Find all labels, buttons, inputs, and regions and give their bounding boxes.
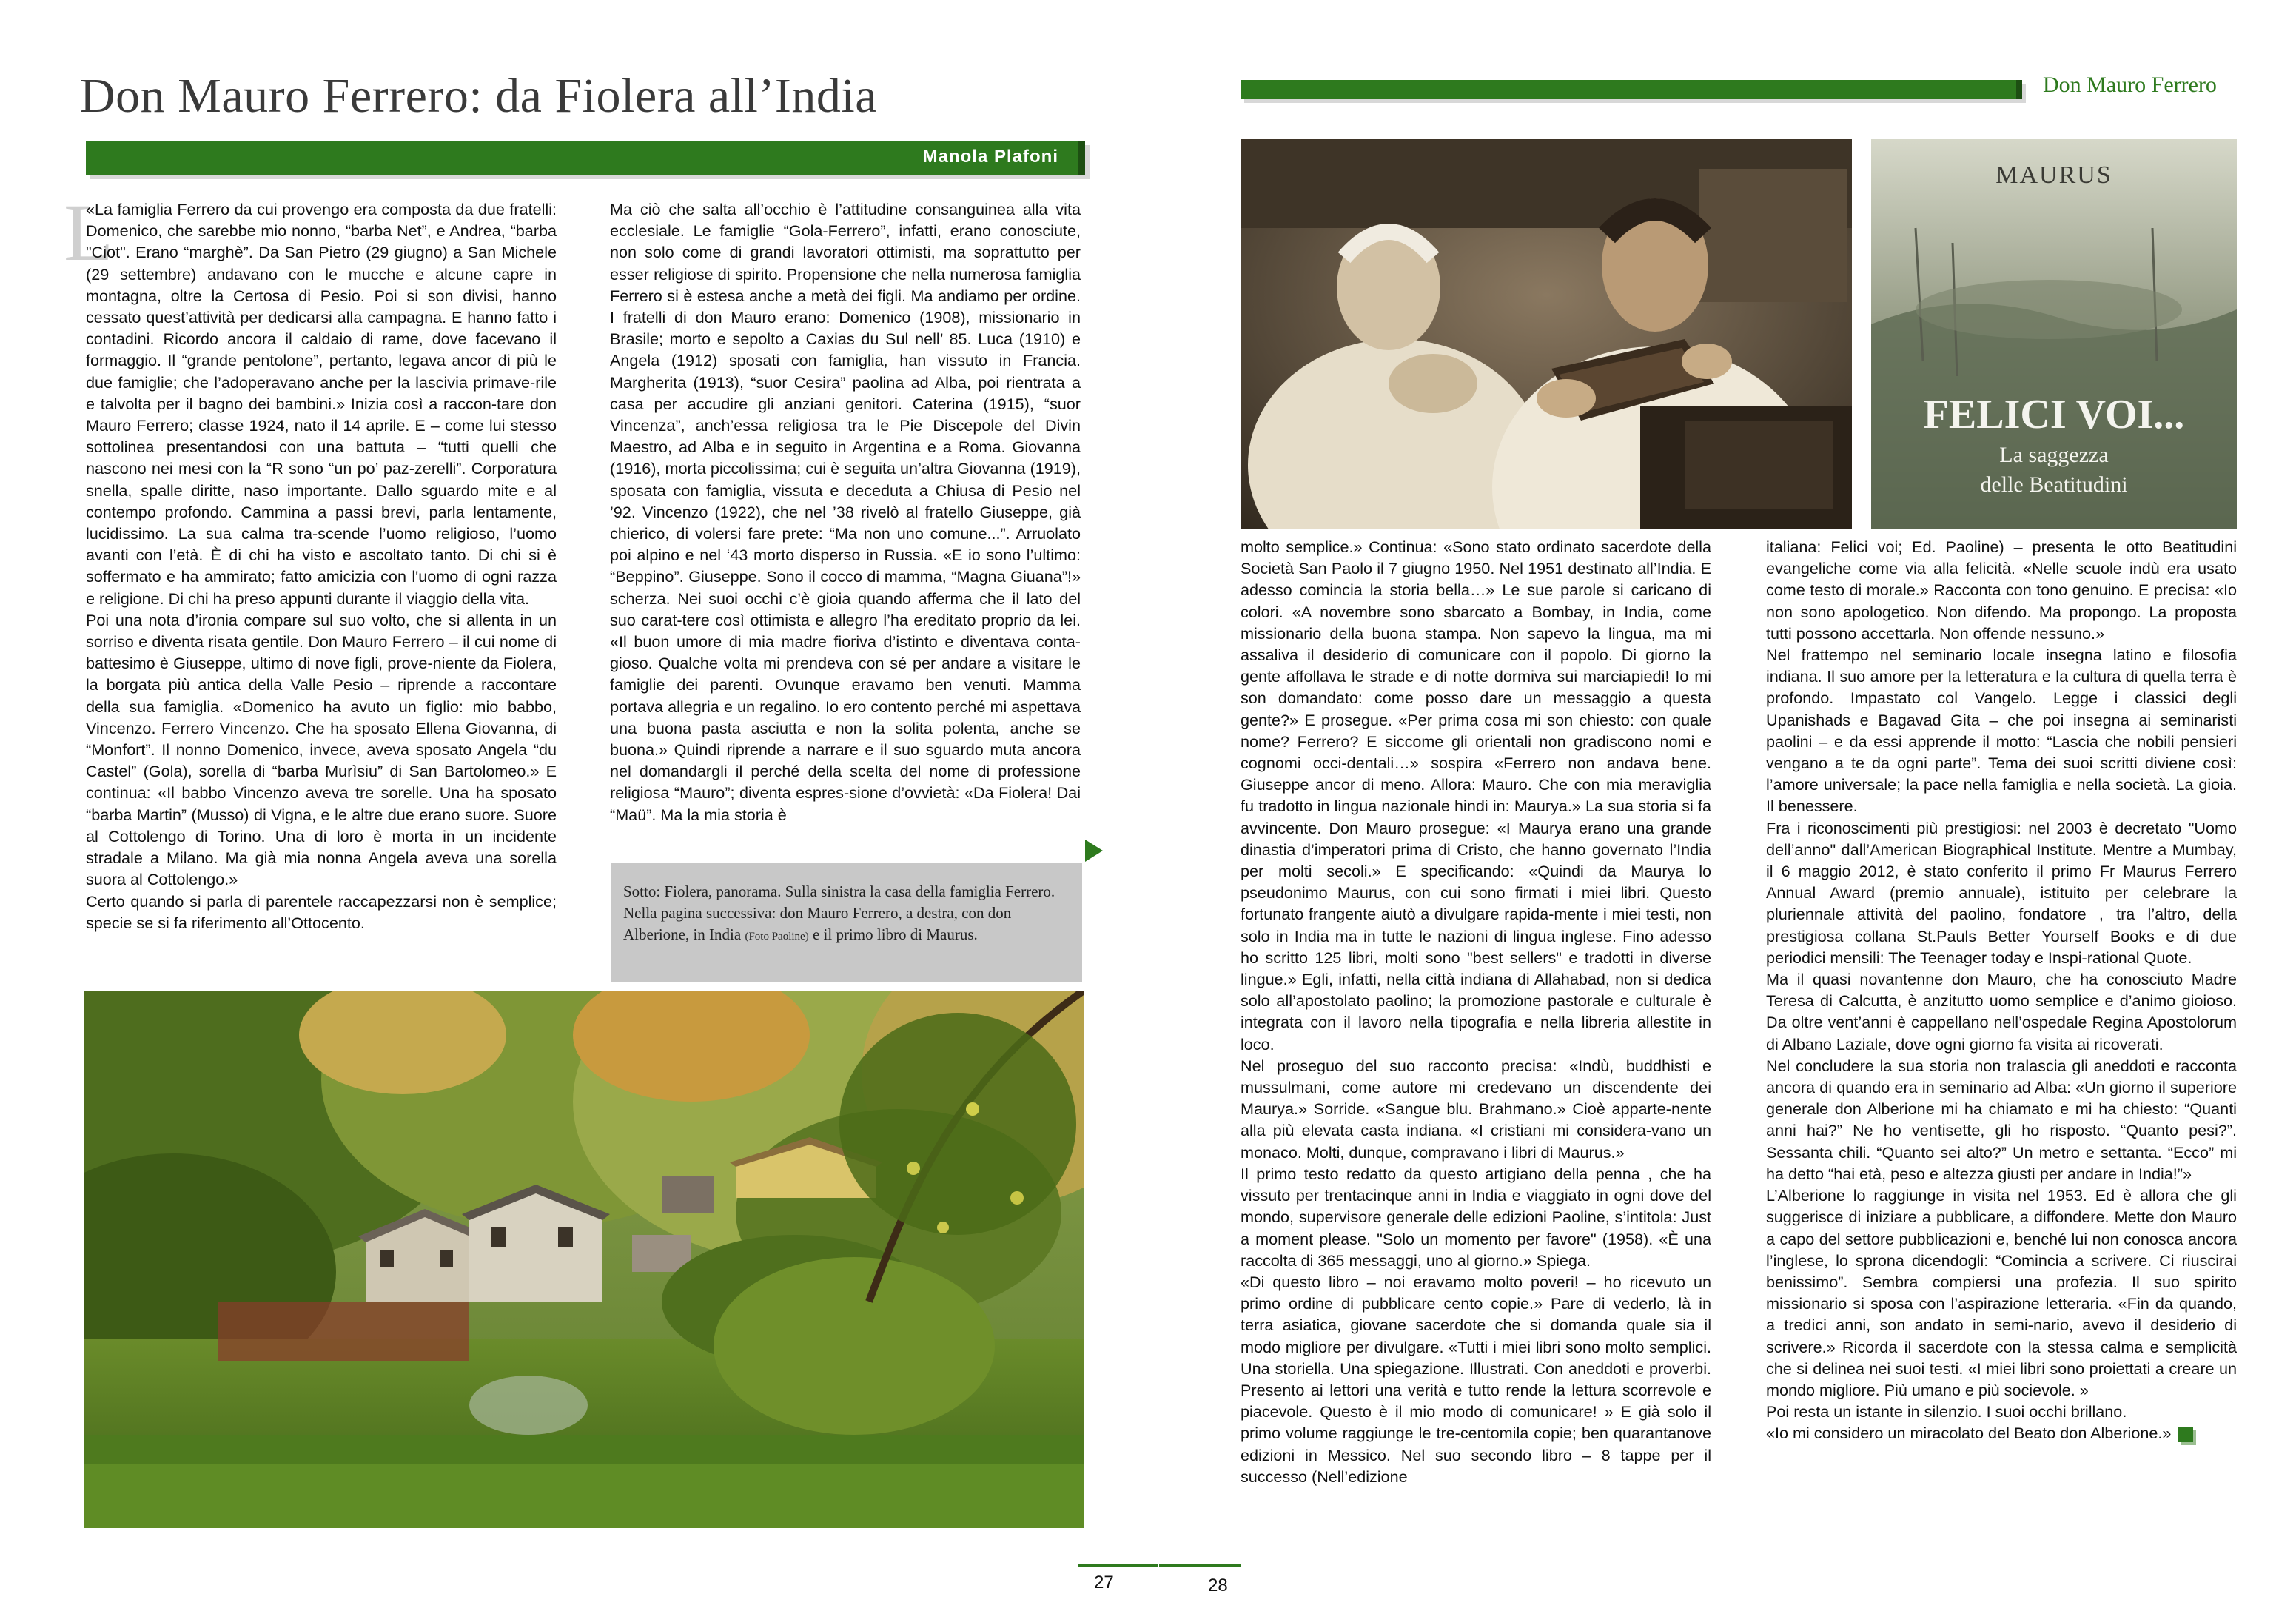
page-number-right: 28 <box>1208 1575 1228 1595</box>
photo-caption <box>611 863 1082 982</box>
paragraph: «Di questo libro – noi eravamo molto poveri! – ho ricevuto un primo ordine di pubblicare cento copie.» Pare di vederlo, là in terra asiatica, giovane sacerdote che si domanda quale sia il modo migliore per divulgare. «Tutti i miei libri sono molto semplici. Una storiella. Una spiegazione. Illustrati. Con aneddoti e proverbi. Presento ai lettori una verità e tutto rende la lettura scorrevole e piacevole. Questo è il mio modo di comunicare! » E già solo il primo volume raggiunge le tre-centomila copie; ben quarantanove edizioni in Messico. Nel suo secondo libro – 8 tappe per il successo (Nell’edizione <box>1241 1272 1711 1486</box>
paragraph: Nel proseguo del suo racconto precisa: «Indù, buddhisti e mussulmani, come autore mi credevano un discendente dei Maurya.» Sorride. «Sangue blu. Brahmano.» Cioè apparte-nente alla più elevata casta indiana. «I cristiani mi considera-vano un monaco. Molti, dunque, compravano i libri di Maurus.» <box>1241 1056 1711 1162</box>
fiolera-panorama-photo <box>84 991 1084 1528</box>
right-column-1 <box>1241 536 1711 1487</box>
left-column-1 <box>86 198 557 934</box>
author-name: Manola Plafoni <box>922 147 1058 167</box>
alberione-ferrero-photo <box>1241 139 1852 529</box>
paragraph: Fra i riconoscimenti più prestigiosi: nel 2003 è decretato "Uomo dell’anno" dall’American Biographical Institute. Mentre a Mumbay, il 6 maggio 2012, è stato conferito il primo Fr Maurus Ferrero Annual Award (premio annuale), istituito per celebrare la pluriennale attività del paolino, fondatore , tra l’altro, della prestigiosa collana St.Pauls Better Yourself Books e di due periodici mensili: The Teenager today e Inspi-rational Quote. <box>1766 818 2237 967</box>
left-column-2 <box>610 198 1081 825</box>
paragraph: Certo quando si parla di parentele raccapezzarsi non è semplice; specie se si fa riferimento all’Ottocento. <box>86 891 557 932</box>
caption-line-2: Nella pagina successiva: don Mauro Ferrero, a destra, con don Alberione, in India (Foto Paoline) e il primo libro di Maurus. <box>623 904 1012 943</box>
paragraph: Nel concludere la sua storia non tralascia gli aneddoti e racconta ancora di quando era in seminario ad Alba: «Un giorno il superiore generale don Alberione mi ha chiamato e mi ha chiesto: “Quanti anni hai?” Ne ho ventisette, gli ho risposto. “Quanto pesi?”. Sessanta chili. “Quanto sei alto?” Un metro e settanta. “Ecco” mi ha detto “hai età, peso e altezza giusti per andare in India!”» <box>1766 1056 2237 1183</box>
running-header-title: Don Mauro Ferrero <box>2043 73 2217 97</box>
running-header-bar <box>1241 80 2022 99</box>
book-subtitle-1: La saggezza <box>1999 443 2109 467</box>
book-subtitle-2: delle Beatitudini <box>1980 472 2128 497</box>
paragraph: Nel frattempo nel seminario locale insegna latino e filosofia indiana. Il suo amore per la letteratura e la cultura di quella terra è profondo. Impastato col Vangelo. Legge i classici degli Upanishads e Bagavad Gita – che poi insegna ai seminaristi paolini – e da essi apprende il motto: “Lascia che nobili pensieri vengano a te da ogni parte”. Tema dei suoi scritti diviene così: l’amore universale; la pace nella famiglia e nella società. La gioia. Il benessere. <box>1766 646 2237 816</box>
paragraph: Il primo testo redatto da questo artigiano della penna , che ha vissuto per trentacinque anni in India e viaggiato in ogni dove del mondo, supervisore generale delle edizioni Paoline, s’intitola: Just a moment please. "Solo un momento per favore" (1958). «È una raccolta di 365 messaggi, uno al giorno.» Spiega. <box>1241 1164 1711 1270</box>
end-of-article-icon <box>2178 1427 2193 1442</box>
book-author: MAURUS <box>1995 161 2112 189</box>
paragraph: Ma il quasi novantenne don Mauro, che ha conosciuto Madre Teresa di Calcutta, è anzitutto uomo semplice e d’animo gioioso. Da oltre vent’anni è cappellano nell’ospedale Regina Apostolorum di Albano Laziale, dove ogni giorno fa visita ai ricoverati. <box>1766 970 2237 1054</box>
photo-credit: (Foto Paoline) <box>745 931 809 942</box>
page-number-rule <box>1078 1564 1158 1567</box>
author-bar <box>86 141 1085 175</box>
book-cover-felici-voi <box>1871 139 2237 529</box>
paragraph: «La famiglia Ferrero da cui provengo era composta da due fratelli: Domenico, che sarebbe mio nonno, “barba Net”, e Andrea, “barba "Ciot". Erano “marghè”. Da San Pietro (29 giugno) a San Michele (29 settembre) andavano con le mucche e alcune capre in montagna, oltre la Certosa di Pesio. Poi si son divisi, hanno cessato quest’attività per dedicarsi alla campagna. E hanno fatto i contadini. Ricordo ancora il caldaio di rame, dove facevano il formaggio. Il “grande pentolone”, pertanto, legava ancor di più le due famiglie; che l’adoperavano anche per la lascivia primave-rile e talvolta per il bagno dei bambini.» Inizia così a raccon-tare don Mauro Ferrero; classe 1924, nato il 14 aprile. E – come lui stesso sottolinea presentandosi con una battuta – “tutti quelli che nascono nei mesi con la “R sono “un po’ paz-zerelli”. Corporatura snella, spalle diritte, naso importante. Dallo sguardo mite e al contempo profondo. Cammina a passi brevi, parla lentamente, lucidissimo. La sua calma tra-scende l’uomo religioso, l’uomo avanti con l’età. È di chi ha visto e ascoltato tanto. Di chi si è soffermato e ha ammirato; fatto amicizia con l'uomo di ogni razza e religione. Di chi ha preso appunti durante il viaggio della vita. <box>86 200 557 608</box>
continue-arrow-icon <box>1085 840 1103 862</box>
right-column-2 <box>1766 536 2237 1444</box>
closing-paragraph: «Io mi considero un miracolato del Beato don Alberione.» <box>1766 1422 2237 1444</box>
article-title: Don Mauro Ferrero: da Fiolera all’India <box>80 69 877 123</box>
paragraph: molto semplice.» Continua: «Sono stato ordinato sacerdote della Società San Paolo il 7 giugno 1950. Nel 1951 destinato all’India. E adesso comincia la storia bella…» Le sue parole si caricano di colori. «A novembre sono sbarcato a Bombay, in India, come missionario della buona stampa. Non sapevo la lingua, ma mi assaliva il desiderio di comunicare con il popolo. Di giorno la gente affollava le strade e di notte dormiva sui marciapiedi! Io mi son domandato: come posso dare un messaggio a questa gente?» E prosegue. «Per prima cosa mi son chiesto: con quale nome? Ferrero? E siccome gli orientali non gradiscono nomi e cognomi occi-dentali…» sospira «Ferrero non andava bene. Giuseppe ancor di meno. Allora: Mauro. Che con mia meraviglia fu tradotto in lingua nazionale hindi in: Maurya.» La sua storia si fa avvincente. Don Mauro prosegue: «I Maurya erano una grande dinastia d’imperatori prima di Cristo, che hanno governato l’India per molti secoli.» E specificando: «Quindi da Maurya lo pseudonimo Maurus, con cui sono firmati i miei libri. Questo fortunato frangente aiutò a divulgare rapida-mente i miei testi, non solo in India ma in tutte le nazioni di lingua inglese. Fino adesso ho scritto 125 libri, molti sono "best sellers" e tradotti in diverse lingue.» Egli, infatti, nella città indiana di Allahabad, non si dedica solo all’apostolato paolino; la promozione pastorale e culturale è integrata con il lavoro nella tipografia e nella libreria allestite in loco. <box>1241 537 1711 1054</box>
page-number-left: 27 <box>1094 1573 1114 1592</box>
book-title: FELICI VOI... <box>1923 392 2185 438</box>
page-number-rule <box>1159 1564 1241 1567</box>
paragraph: Poi resta un istante in silenzio. I suoi occhi brillano. <box>1766 1402 2127 1421</box>
paragraph: Poi una nota d’ironia compare sul suo volto, che si allenta in un sorriso e diventa risata gentile. Don Mauro Ferrero – il cui nome di battesimo è Giuseppe, ultimo di nove figli, prove-niente da Fiolera, la borgata più antica della Valle Pesio – riprende a raccontare della sua famiglia. «Domenico ha avuto un figlio: mio babbo, Vincenzo. Ferrero Vincenzo. Che ha sposato Ellena Giovanna, di “Monfort”. Il nonno Domenico, invece, aveva sposato Angela “du Castel” (Gola), sorella di “barba Murìsiu” di San Bartolomeo.» E continua: «Il babbo Vincenzo aveva tre sorelle. Una ha sposato “barba Martin” (Musso) di Vigna, e le altre due erano suore. Suore al Cottolengo di Torino. Una di loro è morta in un incidente stradale a Milano. Ma già mia nonna Angela aveva una sorella suora al Cottolengo.» <box>86 610 557 889</box>
drop-cap-decoration: L <box>64 187 114 278</box>
paragraph: italiana: Felici voi; Ed. Paoline) – presenta le otto Beatitudini evangeliche come via alla felicità. «Nelle scuole indù era usato come testo di morale.» Racconta con tono genuino. E precisa: «Io non sono apologetico. Non difendo. Ma propongo. La proposta tutti possono accettarla. Non offende nessuno.» <box>1766 537 2237 643</box>
caption-line: Sotto: Fiolera, panorama. Sulla sinistra la casa della famiglia Ferrero. <box>623 882 1055 900</box>
paragraph: L’Alberione lo raggiunge in visita nel 1953. Ed è allora che gli suggerisce di iniziare a pubblicare, a diffondere. Mette don Mauro a capo del settore pubblicazioni e, benché lui non conosca ancora l’inglese, lo sprona dicendogli: “Comincia a scrivere. Ci riuscirai benissimo”. Sembra compiersi una profezia. Il suo spirito missionario si sposa con l’aspirazione letteraria. «Fin da quando, a tredici anni, son andato in semi-nario, avevo il desiderio di scrivere.» Ricorda il sacerdote con la stessa calma e semplicità che si delinea nei suoi testi. «I miei libri sono proiettati a creare un mondo migliore. Più umano e più socievole. » <box>1766 1186 2237 1399</box>
paragraph: Ma ciò che salta all’occhio è l’attitudine consanguinea alla vita ecclesiale. Le famiglie “Gola-Ferrero”, infatti, erano conosciute, non solo come di grandi lavoratori ottimisti, ma soprattutto per esser religiose di spirito. Propensione che nella numerosa famiglia Ferrero si è estesa anche a metà dei figli. Ma andiamo per ordine. I fratelli di don Mauro erano: Domenico (1908), missionario in Brasile; morto e sepolto a Caxias du Sul nell’ 85. Luca (1910) e Angela (1912) sposati con famiglia, han vissuto in Francia. Margherita (1913), “suor Cesira” paolina ad Alba, poi rientrata a casa per accudire gli anziani genitori. Caterina (1915), “suor Vincenza”, anch’essa religiosa tra le Pie Discepole del Divin Maestro, ad Alba e in seguito in Argentina e a Roma. Giovanna (1916), morta piccolissima; cui è seguita un’altra Giovanna (1919), sposata con famiglia, vissuta e deceduta a Chiusa di Pesio nel ’92. Vincenzo (1922), che nel ’38 rivelò al fratello Giuseppe, già chierico, di volersi fare prete: “Ma non uno comune...”. Arruolato poi alpino e nel ‘43 morto disperso in Russia. «E io sono l’ultimo: “Beppino”. Giuseppe. Sono il cocco di mamma, “Magna Giuana”!» scherza. Nei suoi occhi c’è gioia quando afferma che il lato del suo carat-tere così ottimista e allegro l’ha ereditato proprio da lei. «Il buon umore di mia madre fioriva d’istinto e diventava conta-gioso. Qualche volta mi prendeva con sé per andare a visitare le famiglie dei parenti. Ovunque eravamo ben venuti. Mamma portava allegria e un regalino. Io ero contento perché mi aspettava una buona pasta asciutta e non la solita polenta, anche se buona.» Quindi riprende a narrare e il suo sguardo muta ancora nel domandargli il perché della scelta del nome di professione religiosa “Mauro”; diventa espres-sione d’ovvietà: «Da Fiolera! Dai “Maü”. Ma la mia storia è <box>610 200 1081 824</box>
